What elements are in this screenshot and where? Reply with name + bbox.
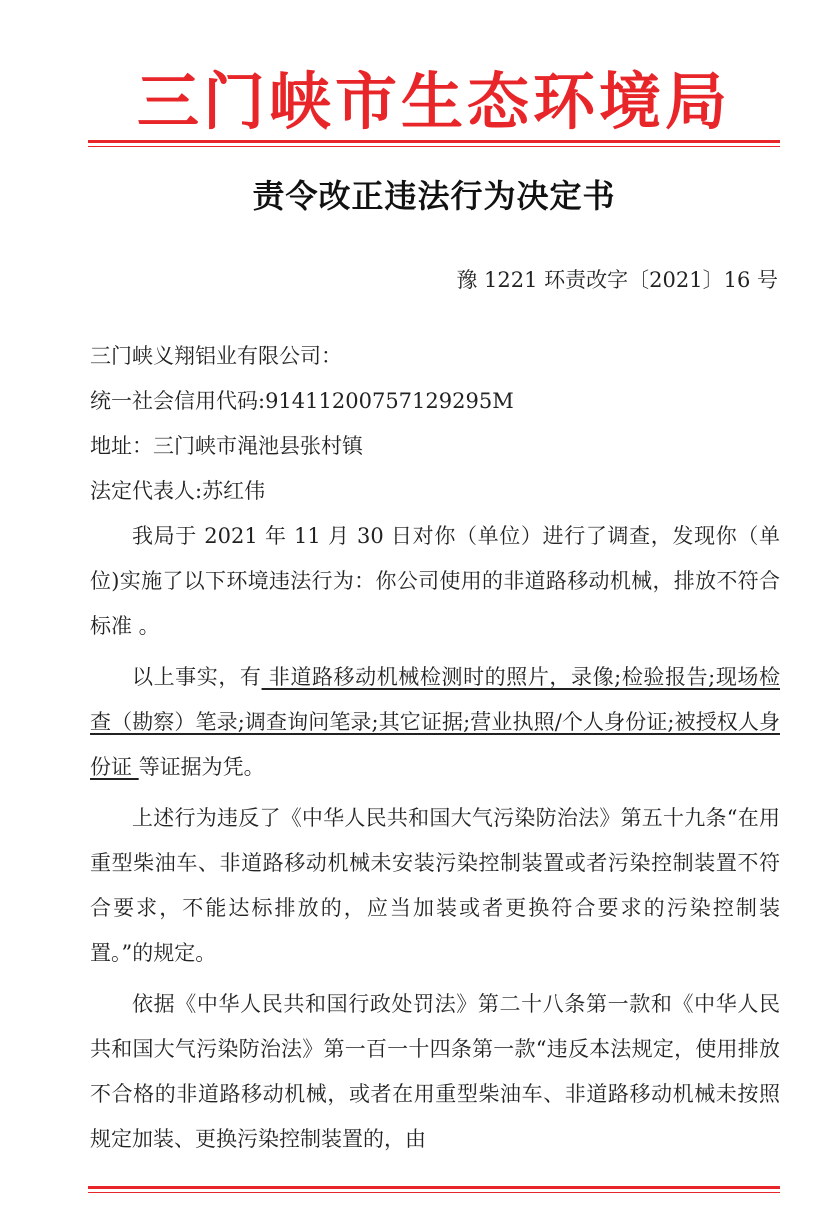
paragraph-violation: 上述行为违反了《中华人民共和国大气污染防治法》第五十九条“在用重型柴油车、非道路移动机械未安装污染控制装置或者污染控制装置不符合要求，不能达标排放的，应当加装或者更换符合要求的污染控制装置。”的规定。 (90, 806, 780, 965)
document-body (90, 334, 780, 1168)
paragraph-findings: 我局于 2021 年 11 月 30 日对你（单位）进行了调查，发现你（单位)实施了以下环境违法行为：你公司使用的非道路移动机械，排放不符合标准 。 (90, 524, 780, 638)
credit-code: 统一社会信用代码:91411200757129295M (90, 389, 514, 413)
document-title: 责令改正违法行为决定书 (252, 177, 616, 215)
recipient-name: 三门峡义翔铝业有限公司： (90, 344, 342, 368)
header-divider-thick (88, 140, 780, 143)
evidence-prefix: 以上事实，有 (132, 665, 262, 689)
evidence-list: 非道路移动机械检测时的照片，录像;检验报告;现场检查（勘察）笔录;调查询问笔录;其它证据;营业执照/个人身份证;被授权人身份证 (90, 665, 781, 779)
organization-header: 三门峡市生态环境局 (136, 65, 731, 138)
document-number: 豫 1221 环责改字〔2021〕16 号 (456, 268, 778, 292)
footer-divider-thick (88, 1186, 780, 1189)
footer-divider-thin (88, 1192, 780, 1193)
paragraph-evidence (90, 655, 780, 790)
paragraph-legal-basis: 依据《中华人民共和国行政处罚法》第二十八条第一款和《中华人民共和国大气污染防治法》第一百一十四条第一款“违反本法规定，使用排放不合格的非道路移动机械，或者在用重型柴油车、非道路移动机械未按照规定加装、更换污染控制装置的，由 (90, 992, 780, 1151)
legal-representative: 法定代表人:苏红伟 (90, 479, 266, 503)
evidence-suffix: 等证据为凭。 (138, 755, 265, 779)
header-divider-thin (88, 146, 780, 147)
address: 地址：三门峡市渑池县张村镇 (90, 434, 363, 458)
